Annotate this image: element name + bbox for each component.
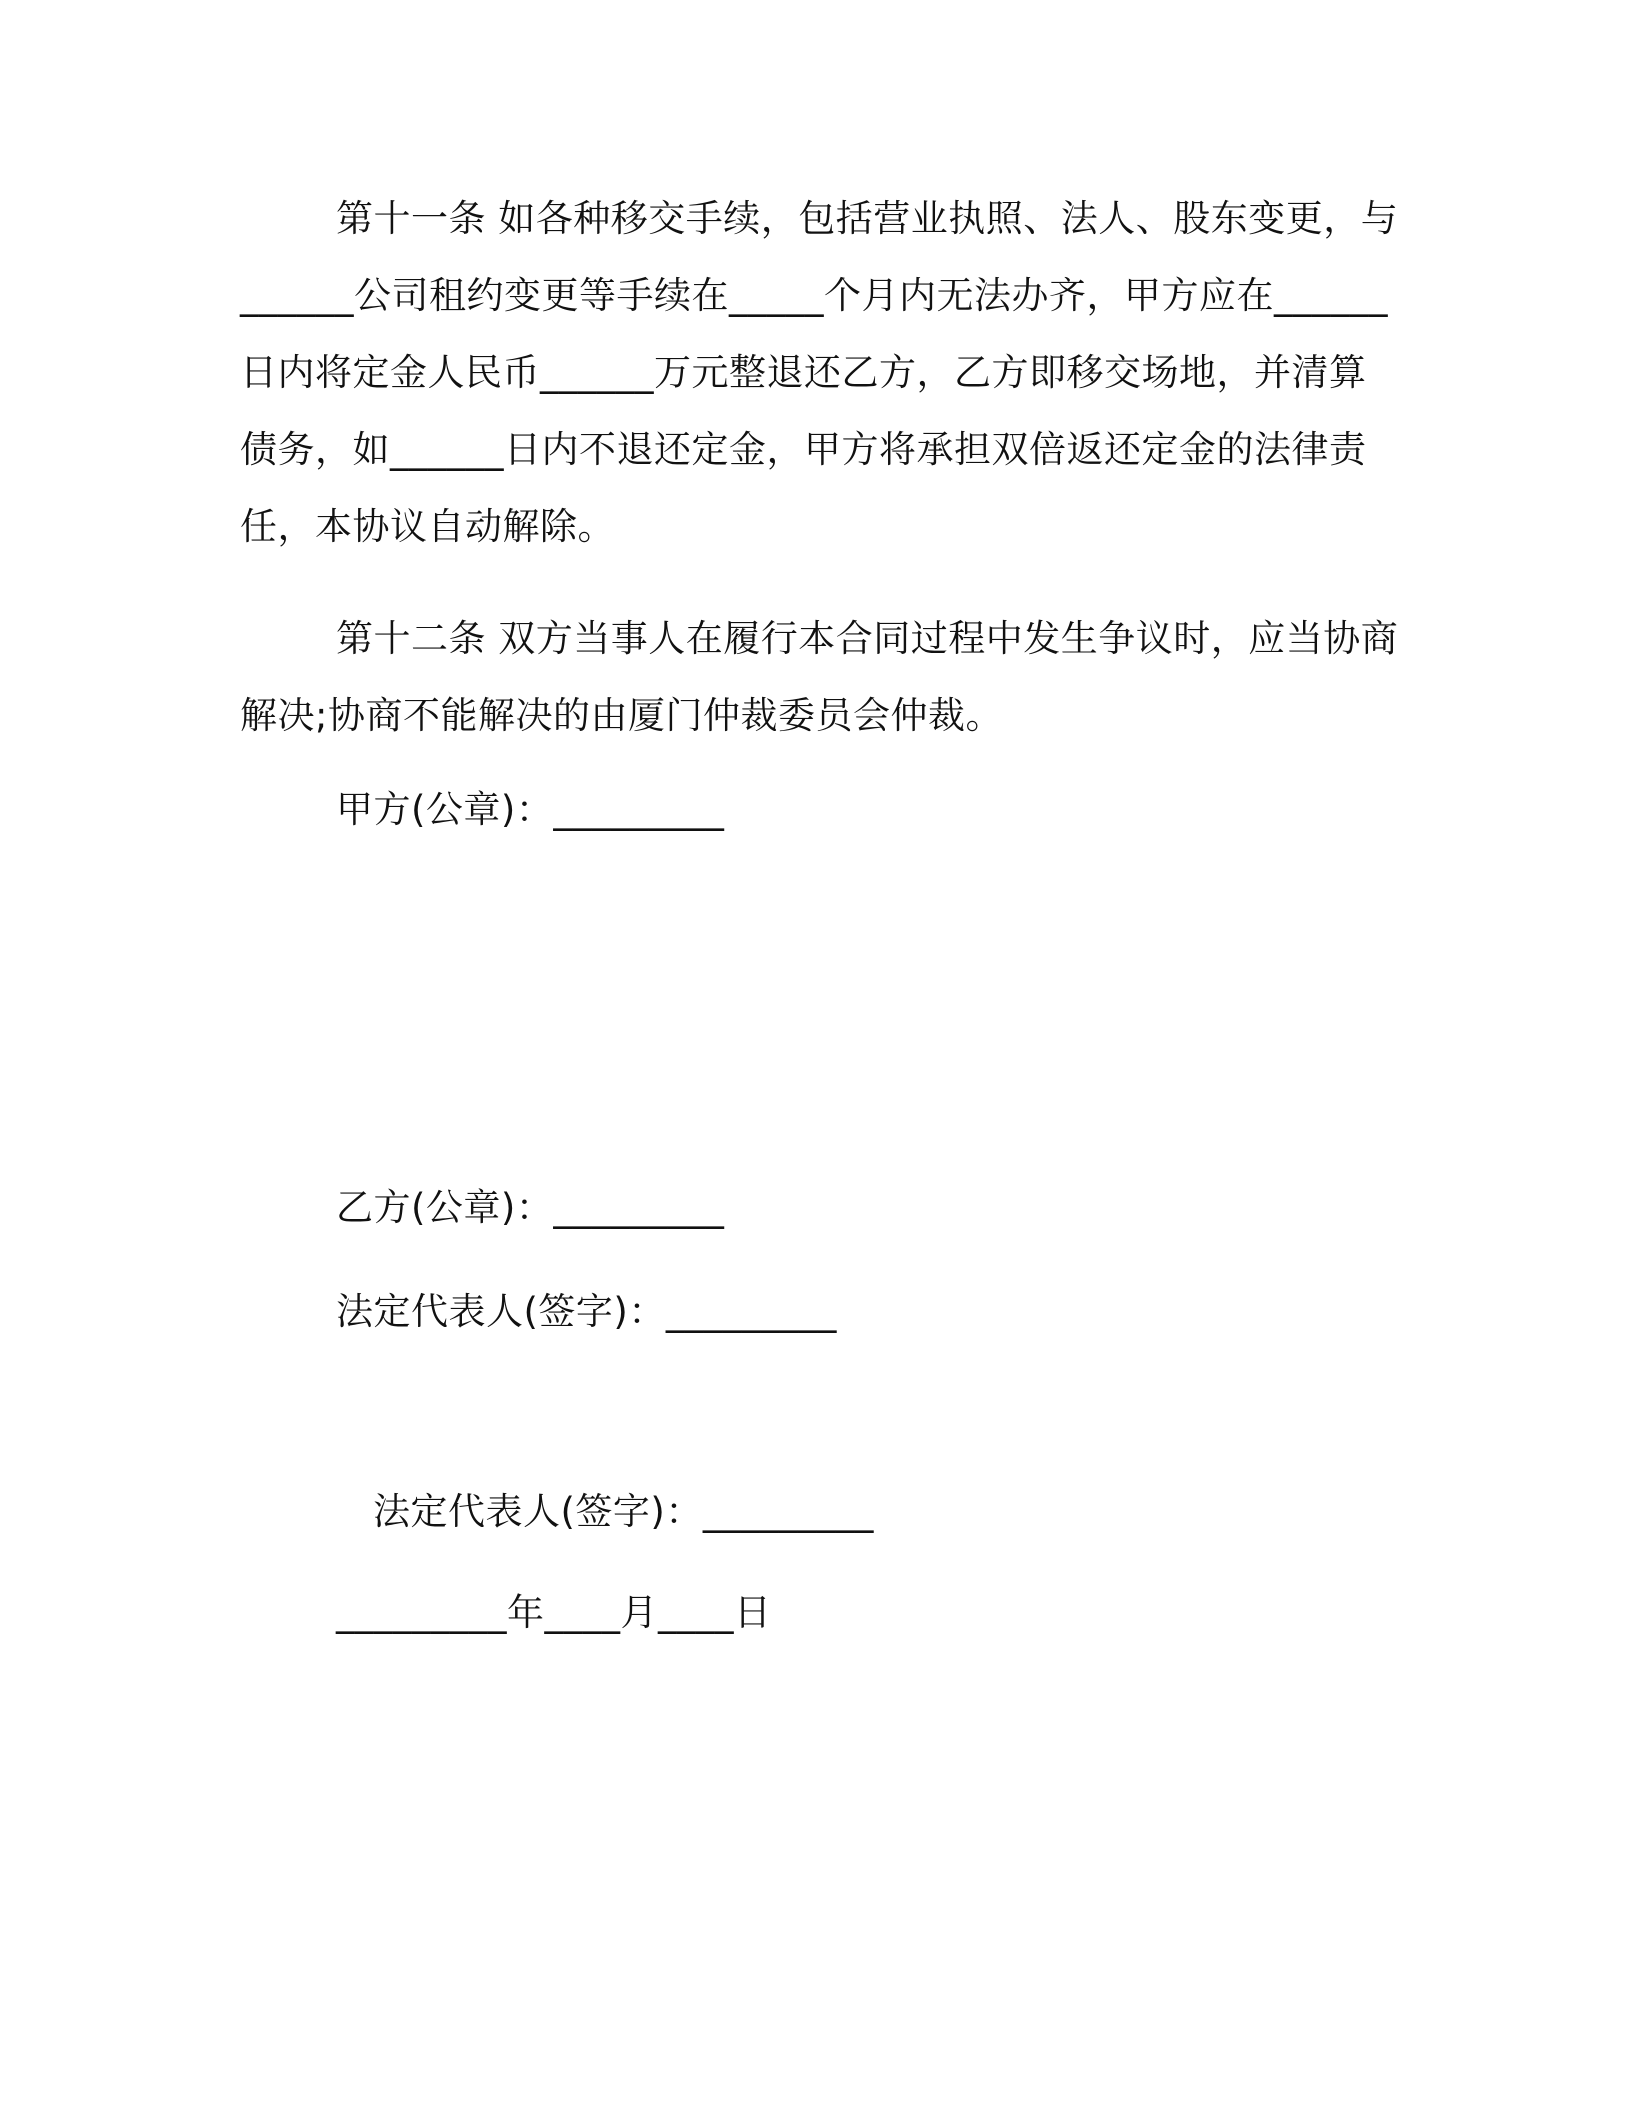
party-a-seal-line: 甲方(公章)：_________ xyxy=(336,788,725,831)
article-12-paragraph: 第十二条 双方当事人在履行本合同过程中发生争议时，应当协商解决;协商不能解决的由厦门仲裁委员会仲裁。 xyxy=(240,617,1399,737)
legal-representative-signature-line-2: 法定代表人(签字)：_________ xyxy=(373,1490,874,1533)
legal-representative-signature-line: 法定代表人(签字)：_________ xyxy=(336,1290,837,1333)
signing-date-line: _________年____月____日 xyxy=(336,1591,772,1634)
article-11-paragraph: 第十一条 如各种移交手续，包括营业执照、法人、股东变更，与______公司租约变更等手续在_____个月内无法办齐，甲方应在______日内将定金人民币______万元整退还乙方，乙方即移交场地，并清算债务，如______日内不退还定金，甲方将承担双倍返还定金的法律责任，本协议自动解除。 xyxy=(240,197,1399,548)
party-b-seal-line: 乙方(公章)：_________ xyxy=(336,1186,725,1229)
